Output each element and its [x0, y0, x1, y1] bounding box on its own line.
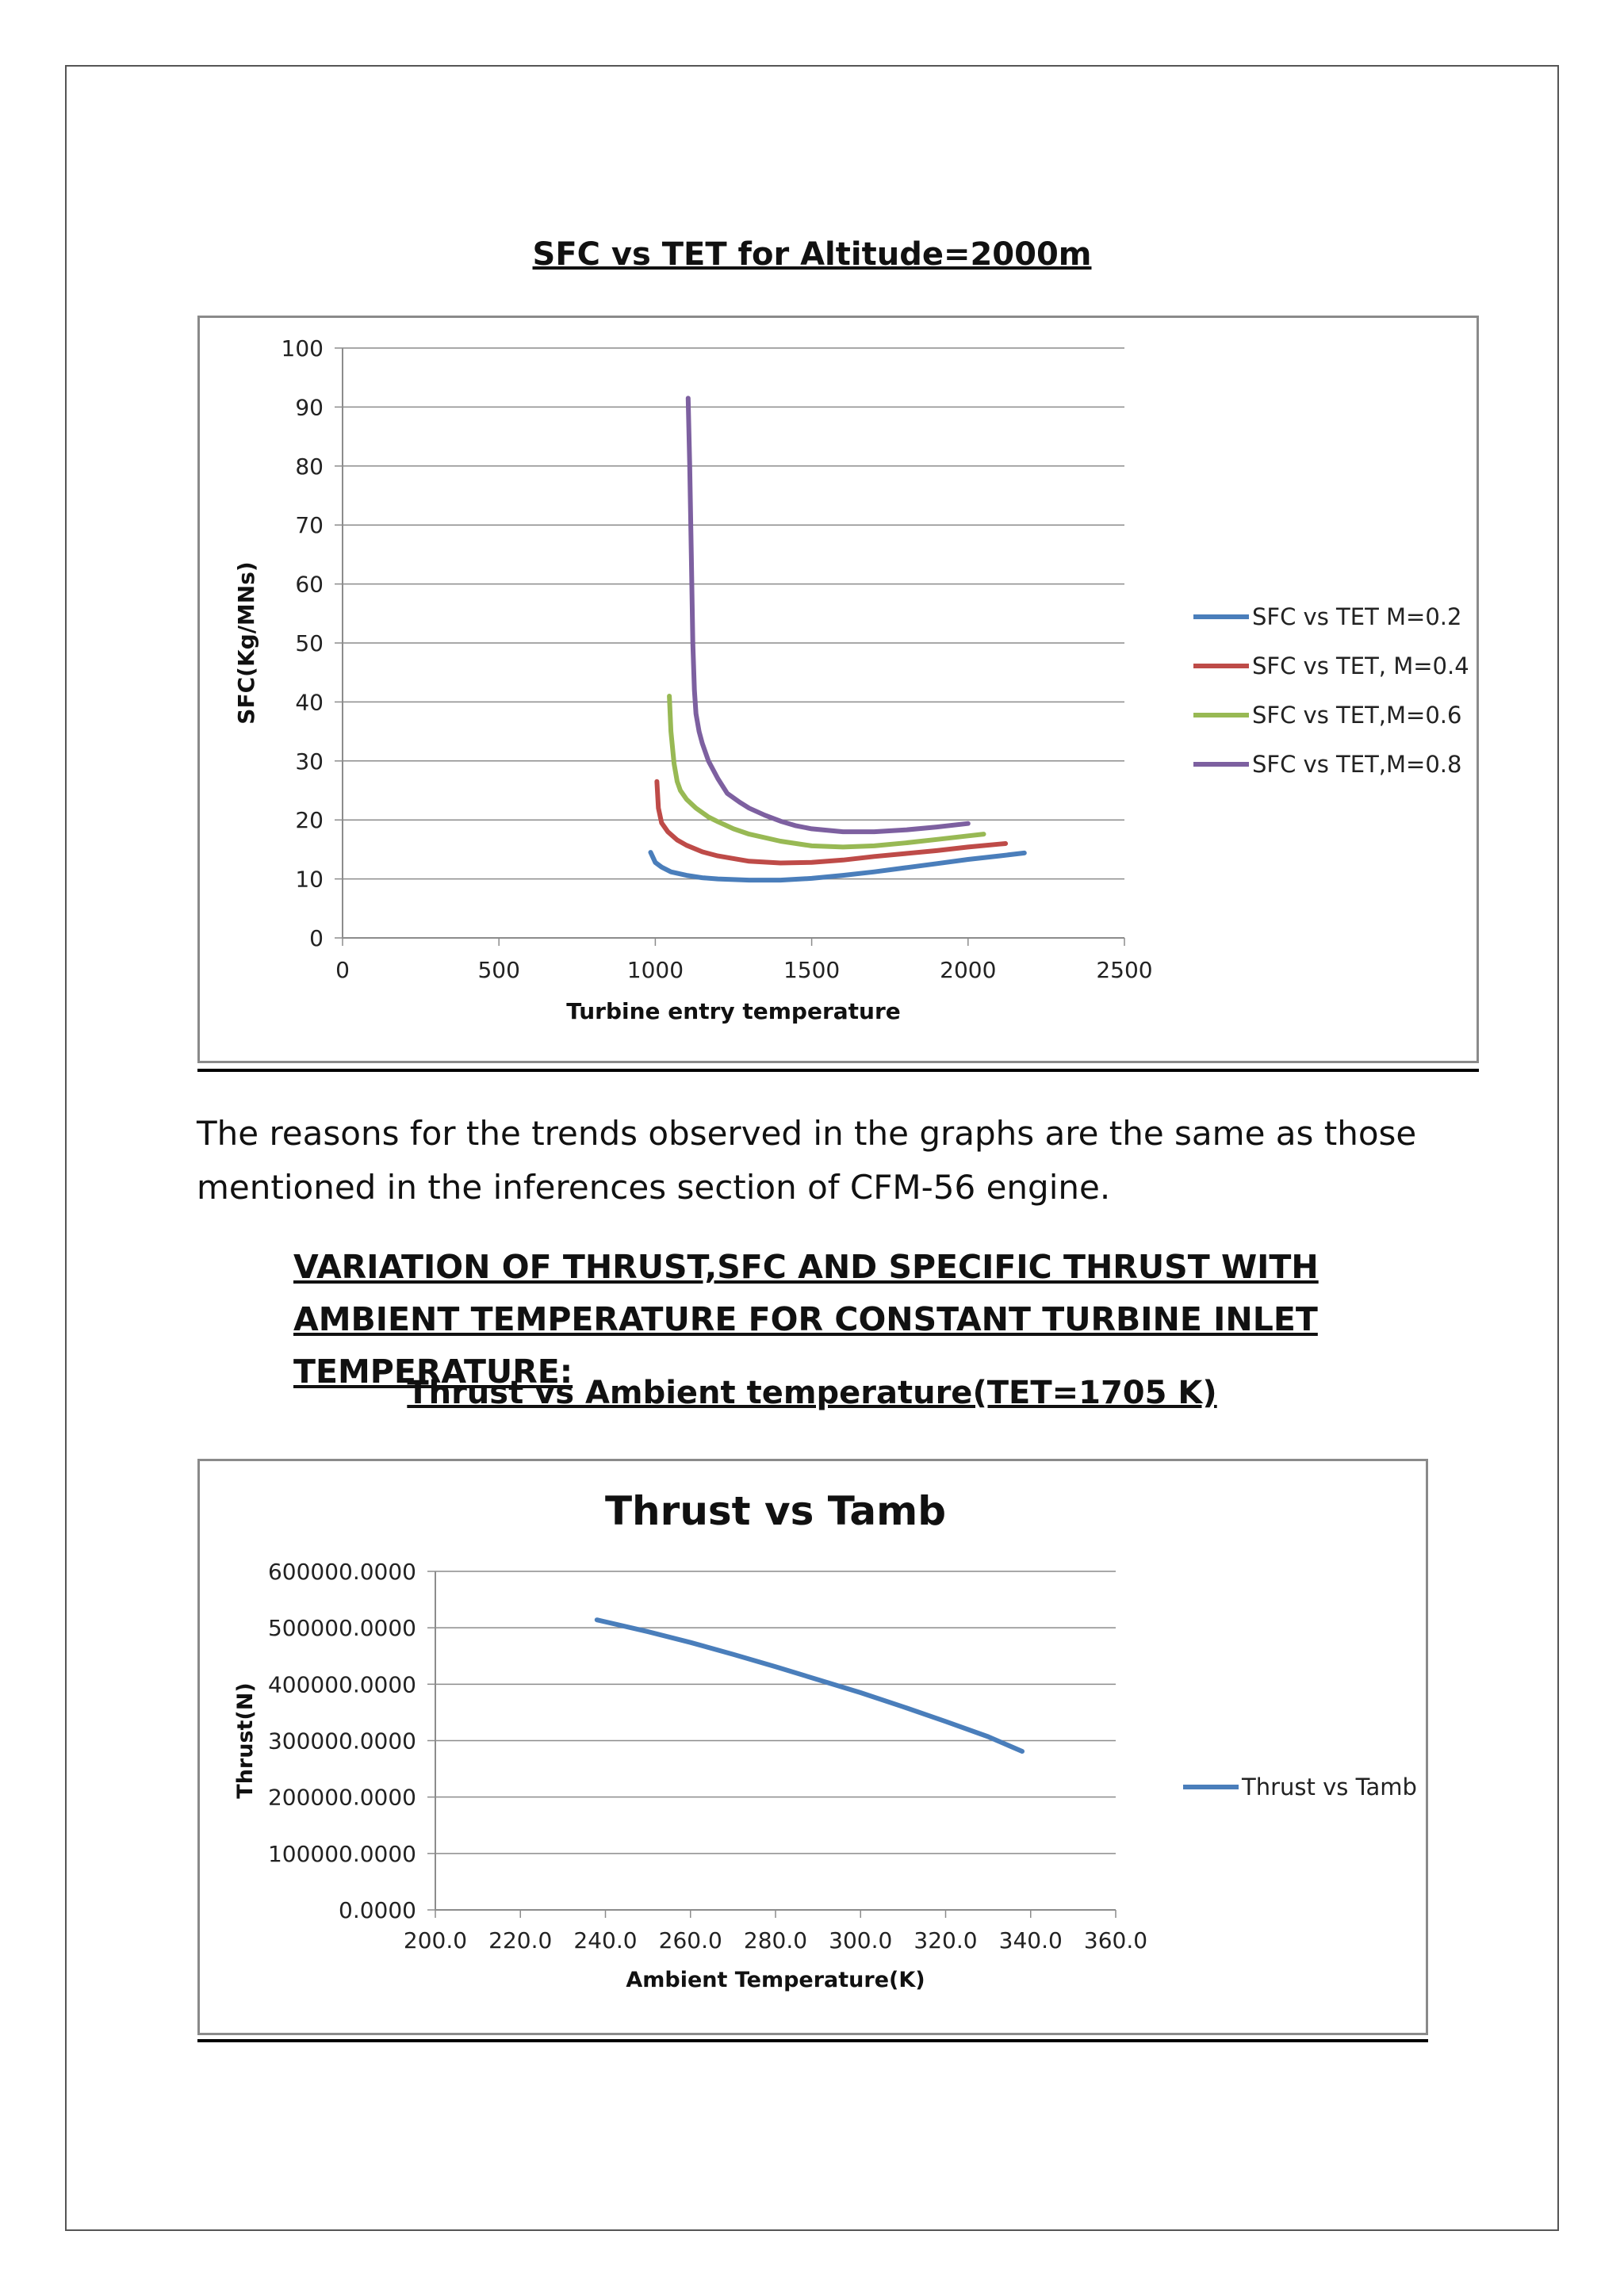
x-tick-label: 280.0	[743, 1927, 808, 1954]
y-tick-label: 10	[295, 866, 324, 893]
chart1-underline	[197, 1069, 1479, 1072]
y-tick-label: 90	[295, 394, 324, 421]
x-tick-label: 200.0	[403, 1927, 468, 1954]
sfc-vs-tet-chart	[200, 318, 1477, 1061]
x-tick-label: 260.0	[658, 1927, 722, 1954]
y-tick-label: 500000.0000	[267, 1615, 416, 1642]
x-tick-label: 1500	[783, 957, 841, 983]
x-tick-label: 220.0	[488, 1927, 553, 1954]
legend-label: SFC vs TET M=0.2	[1252, 603, 1462, 630]
chart2-heading: Thrust vs Ambient temperature(TET=1705 K)	[407, 1375, 1217, 1411]
y-tick-label: 400000.0000	[267, 1671, 416, 1698]
y-tick-label: 70	[295, 512, 324, 539]
y-tick-label: 40	[295, 689, 324, 716]
x-tick-label: 300.0	[829, 1927, 893, 1954]
section-heading: VARIATION OF THRUST,SFC AND SPECIFIC THRUST WITH AMBIENT TEMPERATURE FOR CONSTANT TURBINE INLET TEMPERATURE:	[293, 1248, 1319, 1391]
y-tick-label: 80	[295, 453, 324, 480]
y-tick-label: 20	[295, 807, 324, 834]
x-tick-label: 0	[335, 957, 350, 983]
x-tick-label: 240.0	[573, 1927, 638, 1954]
y-tick-label: 100	[281, 335, 324, 362]
x-tick-label: 2000	[940, 957, 997, 983]
x-axis-label: Ambient Temperature(K)	[626, 1968, 925, 1992]
y-tick-label: 0	[309, 925, 324, 951]
y-tick-label: 200000.0000	[267, 1784, 416, 1811]
thrust-vs-tamb-chart	[200, 1461, 1426, 2033]
x-tick-label: 1000	[626, 957, 684, 983]
series-line-1	[651, 852, 1025, 880]
y-tick-label: 100000.0000	[267, 1840, 416, 1867]
y-tick-label: 30	[295, 748, 324, 775]
y-tick-label: 300000.0000	[267, 1728, 416, 1755]
sfc-chart-frame	[197, 316, 1479, 1063]
x-tick-label: 340.0	[998, 1927, 1063, 1954]
x-tick-label: 500	[477, 957, 520, 983]
thrust-chart-frame	[197, 1459, 1428, 2035]
y-axis-label: Thrust(N)	[233, 1682, 258, 1799]
x-tick-label: 320.0	[914, 1927, 978, 1954]
chart1-heading: SFC vs TET for Altitude=2000m	[532, 236, 1092, 273]
y-tick-label: 600000.0000	[267, 1559, 416, 1585]
y-tick-label: 50	[295, 630, 324, 656]
legend-label: SFC vs TET,M=0.8	[1252, 751, 1462, 778]
x-tick-label: 360.0	[1083, 1927, 1148, 1954]
legend-label: Thrust vs Tamb	[1242, 1774, 1417, 1800]
chart-title: Thrust vs Tamb	[604, 1488, 947, 1534]
y-tick-label: 60	[295, 571, 324, 598]
series-line-2	[657, 782, 1005, 863]
legend-label: SFC vs TET,M=0.6	[1252, 702, 1462, 729]
legend-label: SFC vs TET, M=0.4	[1252, 652, 1469, 679]
x-axis-label: Turbine entry temperature	[566, 998, 901, 1024]
series-line-4	[688, 398, 968, 832]
y-axis-label: SFC(Kg/MNs)	[233, 561, 259, 725]
chart2-underline	[197, 2039, 1428, 2042]
body-paragraph: The reasons for the trends observed in the graphs are the same as those mentioned in the inferences section of CFM-56 engine.	[197, 1114, 1417, 1207]
y-tick-label: 0.0000	[339, 1897, 416, 1923]
series-line-1	[597, 1620, 1022, 1751]
x-tick-label: 2500	[1096, 957, 1153, 983]
